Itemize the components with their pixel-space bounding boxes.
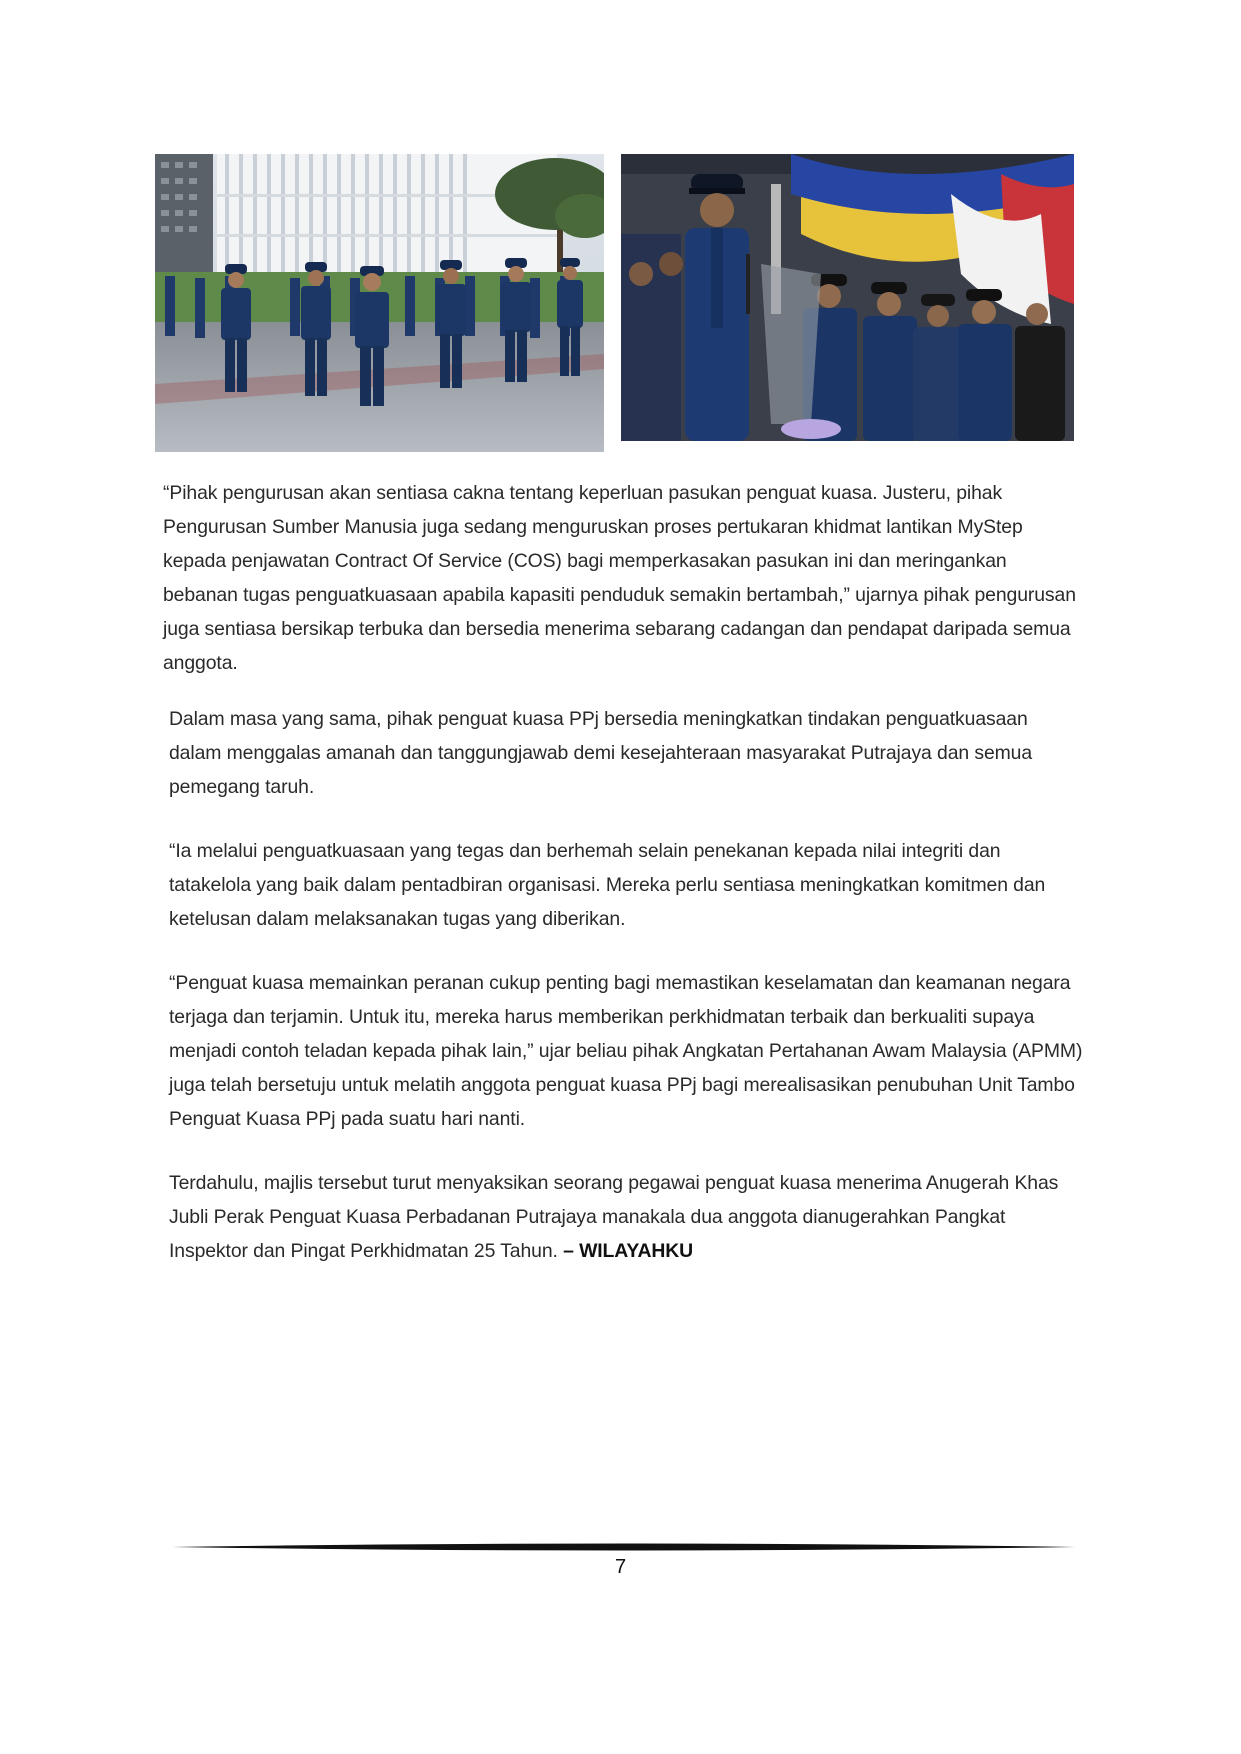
paragraph-1: “Pihak pengurusan akan sentiasa cakna tentang keperluan pasukan penguat kuasa. Justeru, pihak Pengurusan Sumber Manusia juga sedang menguruskan proses pertukaran khidmat lantikan MyStep kepada penjawatan Contract Of Service (COS) bagi memperkasakan pasukan ini dan meringankan bebanan tugas penguatkuasaan apabila kapasiti penduduk semakin bertambah,” ujarnya pihak pengurusan juga sentiasa bersikap terbuka dan bersedia menerima sebarang cadangan dan pendapat daripada semua anggota.	[163, 482, 1076, 674]
paragraph-2: Dalam masa yang sama, pihak penguat kuasa PPj bersedia meningkatkan tindakan penguatkuasaan dalam menggalas amanah dan tanggungjawab demi kesejahteraan masyarakat Putrajaya dan semua pemegang taruh.	[169, 708, 1033, 798]
paragraph-5	[169, 1166, 1084, 1268]
photo-speech-podium	[621, 154, 1074, 441]
source-credit: – WILAYAHKU	[563, 1240, 694, 1262]
paragraph-3: “Ia melalui penguatkuasaan yang tegas dan berhemah selain penekanan kepada nilai integriti dan tatakelola yang baik dalam pentadbiran organisasi. Mereka perlu sentiasa meningkatkan komitmen dan ketelusan dalam melaksanakan tugas yang diberikan.	[169, 840, 1046, 930]
paragraph-4: “Penguat kuasa memainkan peranan cukup penting bagi memastikan keselamatan dan keamanan negara terjaga dan terjamin. Untuk itu, mereka harus memberikan perkhidmatan terbaik dan berkualiti supaya menjadi contoh teladan kepada pihak lain,” ujar beliau pihak Angkatan Pertahanan Awam Malaysia (APMM) juga telah bersetuju untuk melatih anggota penguat kuasa PPj bagi merealisasikan penubuhan Unit Tambo Penguat Kuasa PPj pada suatu hari nanti.	[169, 972, 1083, 1130]
footer-rule	[172, 1540, 1075, 1554]
paragraph-5-text: Terdahulu, majlis tersebut turut menyaksikan seorang pegawai penguat kuasa menerima Anugerah Khas Jubli Perak Penguat Kuasa Perbadanan Putrajaya manakala dua anggota dianugerahkan Pangkat Inspektor dan Pingat Perkhidmatan 25 Tahun.	[169, 1172, 1059, 1262]
page-number: 7	[614, 1556, 627, 1578]
article-body	[164, 476, 1084, 1290]
photo-parade-formation	[155, 154, 604, 452]
